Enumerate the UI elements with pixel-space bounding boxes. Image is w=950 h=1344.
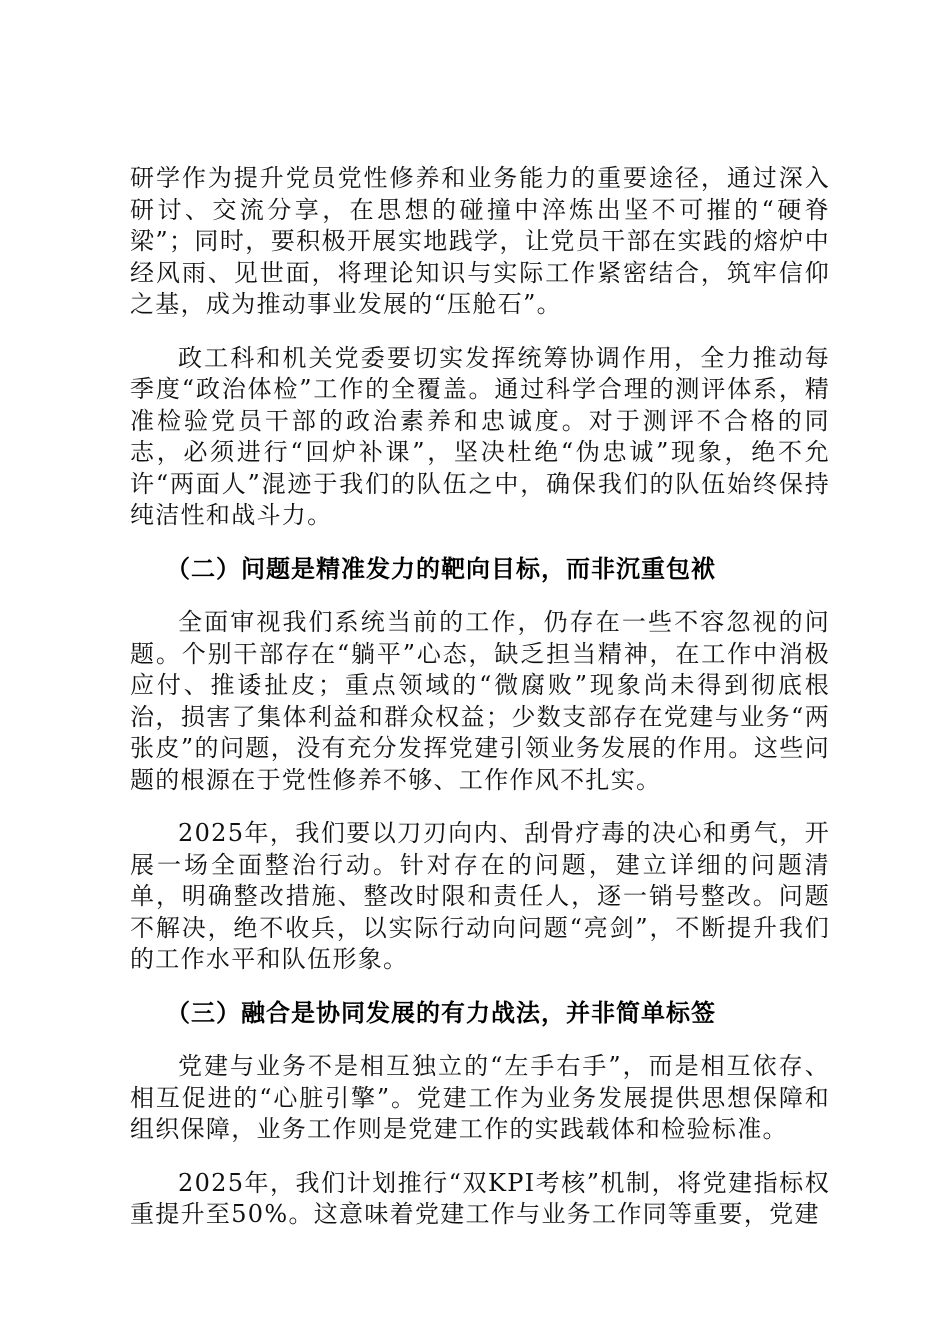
paragraph-2: 政工科和机关党委要切实发挥统筹协调作用，全力推动每季度“政治体检”工作的全覆盖。通过科学合理的测评体系，精准检验党员干部的政治素养和忠诚度。对于测评不合格的同志，必须进行“回炉补课”，坚决杜绝“伪忠诚”现象，绝不允许“两面人”混迹于我们的队伍之中，确保我们的队伍始终保持纯洁性和战斗力。 [130,343,830,529]
paragraph-6: 2025年，我们计划推行“双KPI考核”机制，将党建指标权重提升至50%。这意味着党建工作与业务工作同等重要，党建 [130,1168,830,1228]
paragraph-1: 研学作为提升党员党性修养和业务能力的重要途径，通过深入研讨、交流分享，在思想的碰撞中淬炼出坚不可摧的“硬脊梁”；同时，要积极开展实地践学，让党员干部在实践的熔炉中经风雨、见世面，将理论知识与实际工作紧密结合，筑牢信仰之基，成为推动事业发展的“压舱石”。 [130,164,830,318]
paragraph-3: 全面审视我们系统当前的工作，仍存在一些不容忽视的问题。个别干部存在“躺平”心态，缺乏担当精神，在工作中消极应付、推诿扯皮；重点领域的“微腐败”现象尚未得到彻底根治，损害了集体利益和群众权益；少数支部存在党建与业务“两张皮”的问题，没有充分发挥党建引领业务发展的作用。这些问题的根源在于党性修养不够、工作作风不扎实。 [130,608,830,794]
paragraph-5: 党建与业务不是相互独立的“左手右手”，而是相互依存、相互促进的“心脏引擎”。党建工作为业务发展提供思想保障和组织保障，业务工作则是党建工作的实践载体和检验标准。 [130,1052,830,1143]
section-heading-2: （二）问题是精准发力的靶向目标，而非沉重包袱 [166,554,716,583]
section-heading-3: （三）融合是协同发展的有力战法，并非简单标签 [166,998,716,1027]
document-body [130,163,830,1253]
paragraph-4: 2025年，我们要以刀刃向内、刮骨疗毒的决心和勇气，开展一场全面整治行动。针对存在的问题，建立详细的问题清单，明确整改措施、整改时限和责任人，逐一销号整改。问题不解决，绝不收兵，以实际行动向问题“亮剑”，不断提升我们的工作水平和队伍形象。 [130,819,830,973]
